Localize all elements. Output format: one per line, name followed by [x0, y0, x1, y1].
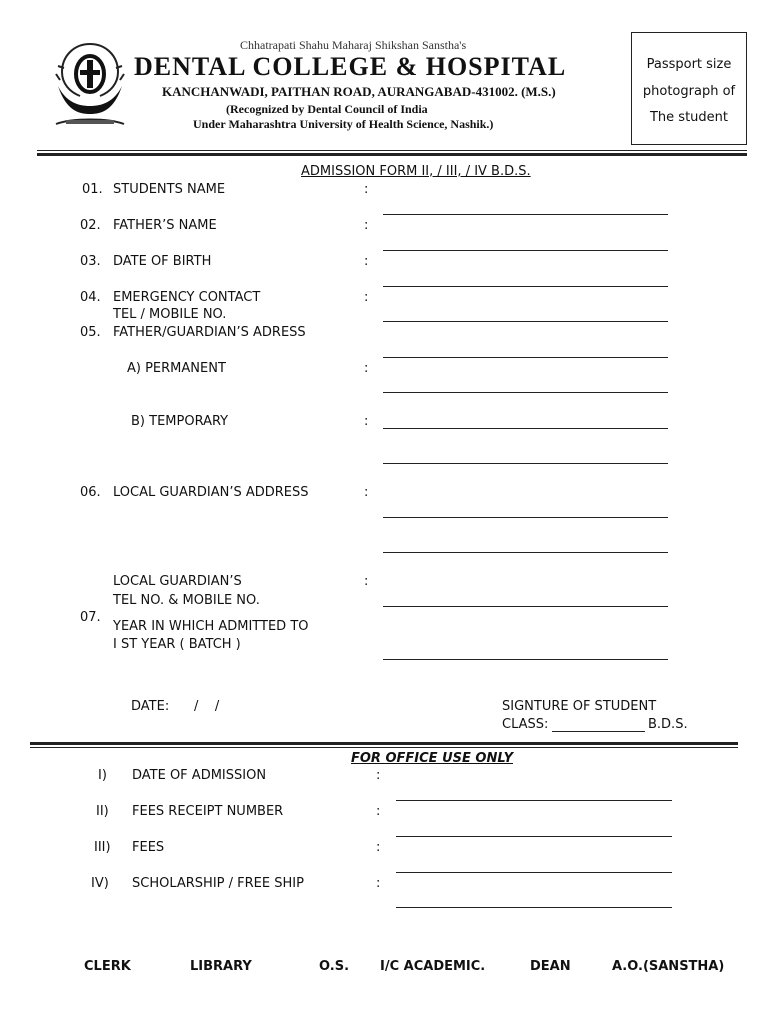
college-title: DENTAL COLLEGE & HOSPITAL	[134, 52, 567, 81]
signatory-os: O.S.	[319, 959, 350, 974]
office-label-fees-receipt: FEES RECEIPT NUMBER	[132, 804, 284, 819]
temporary-address-line-1[interactable]	[383, 428, 668, 429]
field-colon: :	[364, 574, 369, 589]
field-label-permanent: A) PERMANENT	[127, 361, 226, 376]
field-colon: :	[376, 804, 381, 819]
field-label-year-admitted: YEAR IN WHICH ADMITTED TO	[113, 619, 309, 634]
signatory-ic-academic: I/C ACADEMIC.	[380, 959, 486, 974]
field-number: 01.	[82, 182, 103, 197]
field-label-batch: I ST YEAR ( BATCH )	[113, 637, 241, 652]
field-label-local-guardian: LOCAL GUARDIAN’S	[113, 574, 242, 589]
local-guardian-address-line-2[interactable]	[383, 552, 668, 553]
photo-box-line-1: Passport size	[646, 57, 732, 72]
signatory-library: LIBRARY	[190, 959, 252, 974]
field-colon: :	[364, 361, 369, 376]
passport-photo-box	[631, 32, 747, 145]
recognition-text: (Recognized by Dental Council of India	[226, 102, 428, 116]
local-guardian-tel-line[interactable]	[383, 606, 668, 607]
field-label-local-guardian-address: LOCAL GUARDIAN’S ADDRESS	[113, 485, 309, 500]
office-item-number: II)	[96, 804, 109, 819]
field-label-students-name: STUDENTS NAME	[113, 182, 226, 197]
photo-box-line-2: photograph of	[642, 84, 736, 99]
office-item-number: III)	[94, 840, 111, 855]
office-use-title: FOR OFFICE USE ONLY	[351, 751, 513, 766]
field-label-local-guardian-tel: TEL NO. & MOBILE NO.	[113, 593, 260, 608]
signatory-ao-sanstha: A.O.(SANSTHA)	[612, 959, 725, 974]
office-label-scholarship: SCHOLARSHIP / FREE SHIP	[132, 876, 304, 891]
emergency-contact-line[interactable]	[383, 321, 668, 322]
field-label-emergency-tel: TEL / MOBILE NO.	[113, 307, 227, 322]
office-item-number: I)	[98, 768, 107, 783]
students-name-line[interactable]	[383, 214, 668, 215]
field-colon: :	[364, 485, 369, 500]
class-label: CLASS:	[502, 717, 549, 732]
office-label-fees: FEES	[132, 840, 165, 855]
office-item-number: IV)	[91, 876, 109, 891]
class-suffix: B.D.S.	[648, 717, 688, 732]
signatory-clerk: CLERK	[84, 959, 131, 974]
class-line[interactable]	[552, 731, 645, 732]
temporary-address-line-2[interactable]	[383, 463, 668, 464]
fees-receipt-line[interactable]	[396, 836, 672, 837]
field-label-date-of-birth: DATE OF BIRTH	[113, 254, 212, 269]
field-colon: :	[376, 876, 381, 891]
form-title	[301, 164, 531, 179]
field-number: 03.	[80, 254, 101, 269]
date-of-birth-line[interactable]	[383, 286, 668, 287]
field-label-emergency-contact: EMERGENCY CONTACT	[113, 290, 261, 305]
field-colon: :	[364, 218, 369, 233]
field-label-guardian-address: FATHER/GUARDIAN’S ADRESS	[113, 325, 306, 340]
office-label-date-of-admission: DATE OF ADMISSION	[132, 768, 267, 783]
field-number: 07.	[80, 610, 101, 625]
field-label-fathers-name: FATHER’S NAME	[113, 218, 217, 233]
fathers-name-line[interactable]	[383, 250, 668, 251]
local-guardian-address-line-1[interactable]	[383, 517, 668, 518]
college-emblem-icon	[52, 40, 128, 132]
photo-box-line-3: The student	[649, 110, 728, 125]
field-colon: :	[364, 414, 369, 429]
signatory-dean: DEAN	[530, 959, 571, 974]
fees-line[interactable]	[396, 872, 672, 873]
date-label: DATE: / /	[131, 699, 220, 714]
field-number: 04.	[80, 290, 101, 305]
year-admitted-line[interactable]	[383, 659, 668, 660]
form-title-classes: II, / III, / IV B.D.S.	[417, 164, 531, 179]
society-name: Chhatrapati Shahu Maharaj Shikshan Sanstha's	[240, 38, 467, 52]
field-colon: :	[376, 768, 381, 783]
signature-label: SIGNTURE OF STUDENT	[502, 699, 657, 714]
permanent-address-line[interactable]	[383, 392, 668, 393]
field-number: 02.	[80, 218, 101, 233]
field-colon: :	[364, 290, 369, 305]
university-text: Under Maharashtra University of Health Science, Nashik.)	[193, 117, 494, 131]
college-logo	[52, 40, 128, 132]
date-of-admission-line[interactable]	[396, 800, 672, 801]
scholarship-line[interactable]	[396, 907, 672, 908]
college-address: KANCHANWADI, PAITHAN ROAD, AURANGABAD-431002. (M.S.)	[162, 84, 556, 99]
guardian-address-line[interactable]	[383, 357, 668, 358]
field-colon: :	[376, 840, 381, 855]
field-number: 06.	[80, 485, 101, 500]
field-colon: :	[364, 254, 369, 269]
field-colon: :	[364, 182, 369, 197]
field-number: 05.	[80, 325, 101, 340]
field-label-temporary: B) TEMPORARY	[131, 414, 229, 429]
form-title-main: ADMISSION FORM	[301, 164, 418, 179]
